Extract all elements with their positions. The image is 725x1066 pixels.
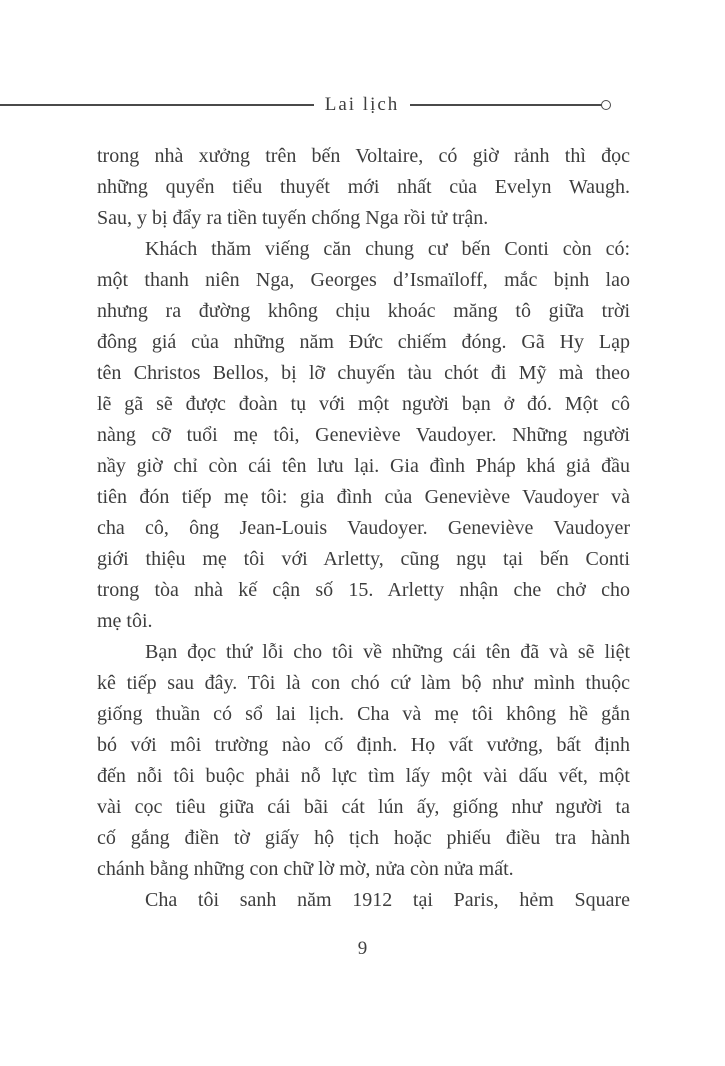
paragraph xyxy=(97,885,630,916)
page-footer xyxy=(0,938,725,960)
text-line: giống thuần có sổ lai lịch. Cha và mẹ tôi không hề gắn xyxy=(97,703,630,725)
text-line: Sau, y bị đẩy ra tiền tuyến chống Nga rồi tử trận. xyxy=(97,207,489,229)
text-line: những quyển tiểu thuyết mới nhất của Evelyn Waugh. xyxy=(97,176,630,198)
text-line: mẹ tôi. xyxy=(97,610,153,632)
text-line: nàng cỡ tuổi mẹ tôi, Geneviève Vaudoyer. Những người xyxy=(97,424,630,446)
text-line: trong tòa nhà kế cận số 15. Arletty nhận che chở cho xyxy=(97,579,630,601)
header-rule-left xyxy=(0,104,314,106)
text-line: đông giá của những năm Đức chiếm đóng. Gã Hy Lạp xyxy=(97,331,630,353)
text-line: tiên đón tiếp mẹ tôi: gia đình của Geneviève Vaudoyer và xyxy=(97,486,630,508)
text-line: Bạn đọc thứ lỗi cho tôi về những cái tên đã và sẽ liệt xyxy=(145,641,630,663)
page-header xyxy=(0,92,725,120)
text-line: nhưng ra đường không chịu khoác măng tô giữa trời xyxy=(97,300,630,322)
paragraph xyxy=(97,234,630,637)
text-line: cố gắng điền tờ giấy hộ tịch hoặc phiếu điều tra hành xyxy=(97,827,630,849)
text-line: Cha tôi sanh năm 1912 tại Paris, hẻm Square xyxy=(145,889,630,911)
circle-ornament-icon xyxy=(601,100,611,110)
text-line: bó với môi trường nào cố định. Họ vất vưởng, bất định xyxy=(97,734,630,756)
text-body xyxy=(97,141,630,916)
text-line: Khách thăm viếng căn chung cư bến Conti còn có: xyxy=(145,238,630,260)
paragraph xyxy=(97,637,630,885)
text-line: kê tiếp sau đây. Tôi là con chó cứ làm bộ như mình thuộc xyxy=(97,672,630,694)
text-line: chánh bằng những con chữ lờ mờ, nửa còn nửa mất. xyxy=(97,858,514,880)
text-line: cha cô, ông Jean-Louis Vaudoyer. Geneviève Vaudoyer xyxy=(97,517,630,539)
text-line: nầy giờ chỉ còn cái tên lưu lại. Gia đình Pháp khá giả đầu xyxy=(97,455,630,477)
text-line: đến nỗi tôi buộc phải nỗ lực tìm lấy một vài dấu vết, một xyxy=(97,765,630,787)
header-rule-right xyxy=(410,104,602,106)
text-line: lẽ gã sẽ được đoàn tụ với một người bạn ở đó. Một cô xyxy=(97,393,630,415)
header-title: Lai lịch xyxy=(324,94,400,115)
page-number: 9 xyxy=(357,938,368,959)
paragraph xyxy=(97,141,630,234)
text-line: giới thiệu mẹ tôi với Arletty, cũng ngụ tại bến Conti xyxy=(97,548,630,570)
text-line: trong nhà xưởng trên bến Voltaire, có giờ rảnh thì đọc xyxy=(97,145,630,167)
text-line: tên Christos Bellos, bị lỡ chuyến tàu chót đi Mỹ mà theo xyxy=(97,362,630,384)
text-line: vài cọc tiêu giữa cái bãi cát lún ấy, giống như người ta xyxy=(97,796,630,818)
text-line: một thanh niên Nga, Georges d’Ismaïloff, mắc bịnh lao xyxy=(97,269,630,291)
